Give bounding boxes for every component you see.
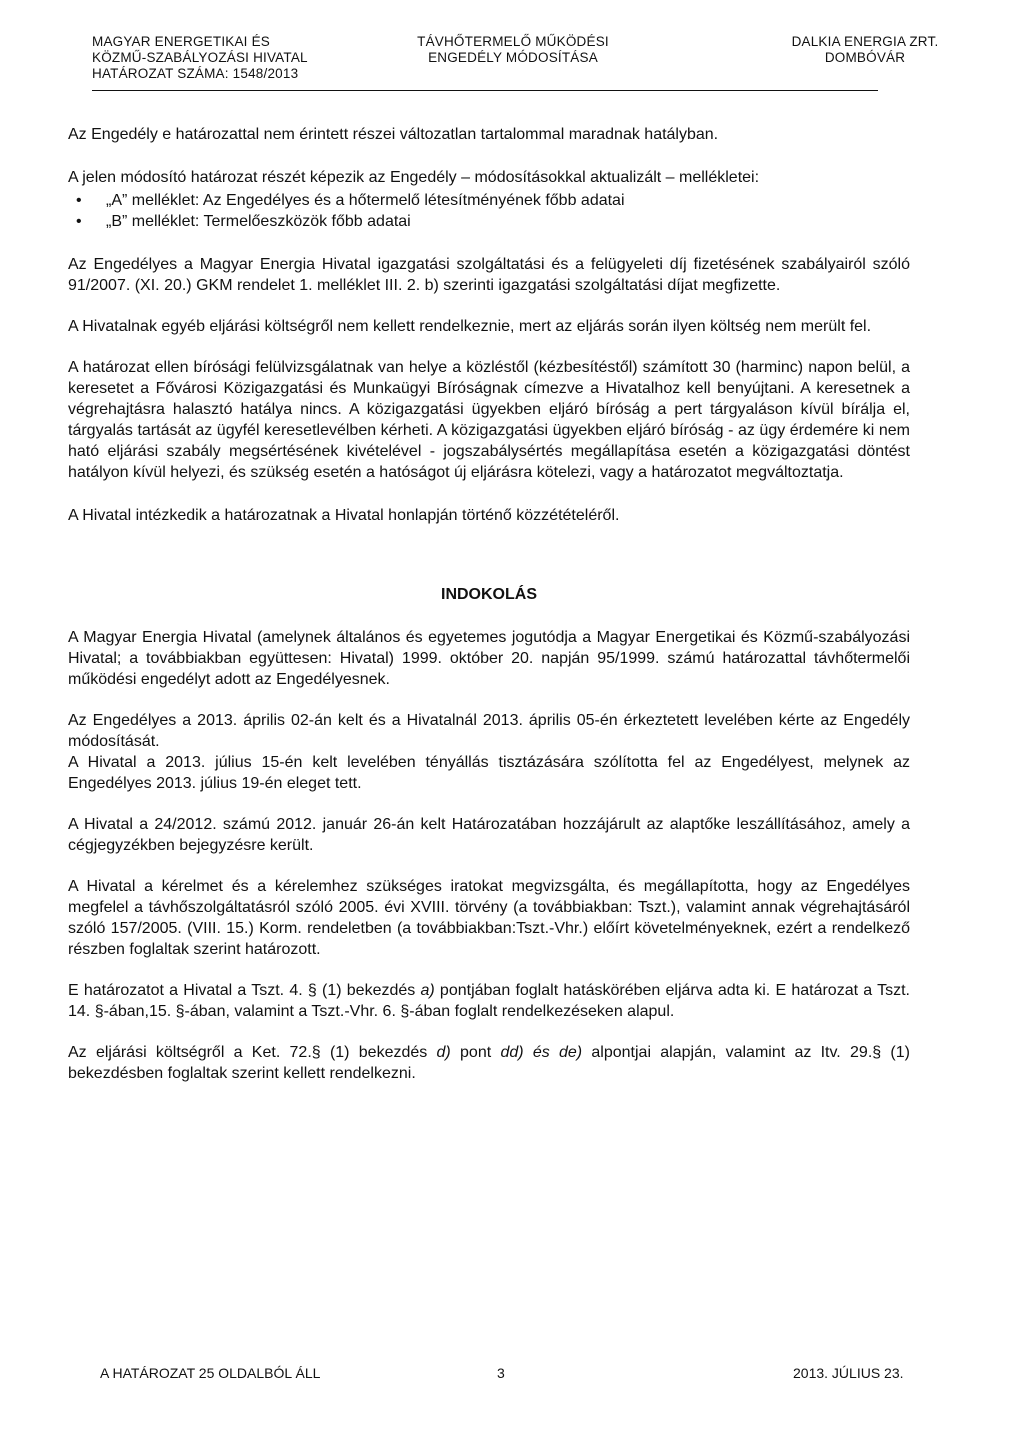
reasoning-7-subpoint-ref: dd) és de)	[500, 1044, 583, 1061]
header-licensee	[790, 34, 940, 66]
header-subject-line-2: ENGEDÉLY MÓDOSÍTÁSA	[428, 50, 598, 65]
paragraph-unaffected-parts: Az Engedély e határozattal nem érintett részei változatlan tartalommal maradnak hatályban.	[68, 126, 719, 143]
header-decision-number: HATÁROZAT SZÁMA: 1548/2013	[92, 66, 299, 81]
bullet-icon: •	[76, 213, 82, 230]
reasoning-paragraph-2: Az Engedélyes a 2013. április 02-án kelt és a Hivatalnál 2013. április 05-én érkeztetett levelében kérte az Engedély módosítását.	[68, 712, 910, 750]
list-item	[68, 211, 910, 232]
annex-list	[68, 190, 910, 232]
footer-date: 2013. JÚLIUS 23.	[793, 1365, 904, 1381]
header-licensee-line-1: DALKIA ENERGIA ZRT.	[791, 34, 939, 49]
list-item	[68, 190, 910, 211]
reasoning-7-part-1: Az eljárási költségről a Ket. 72.§ (1) bekezdés	[68, 1044, 437, 1061]
document-body	[68, 124, 910, 1084]
annex-b-label: „B” melléklet: Termelőeszközök főbb adatai	[106, 213, 411, 230]
paragraph-judicial-review: A határozat ellen bírósági felülvizsgálatnak van helye a közléstől (kézbesítéstől) számított 30 (harminc) napon belül, a keresetet a Fővárosi Közigazgatási és Munkaügyi Bíróságnak címezve a Hivatalhoz kell benyújtani. A keresetnek a végrehajtásra halasztó hatálya nincs. A közigazgatási ügyekben eljáró bíróság a pert tárgyaláson kívül bírálja el, tárgyalás tartását az ügyfél keresetlevélben kérheti. A közigazgatási ügyekben eljáró bíróság - az ügy érdemére ki nem ható eljárási szabály megsértésének kivételével - jogszabálysértés megállapítása esetén a közigazgatási döntést hatályon kívül helyezi, és szükség esetén a hatóságot új eljárásra kötelezi, vagy a határozatot megváltoztatja.	[68, 359, 910, 481]
reasoning-6-part-2: pontjában foglalt hatáskörében eljárva adta ki. E határozat a Tszt. 14. §-ában,15. §-ában, valamint a Tszt.-Vhr. 6. §-ában foglalt rendelkezéseken alapul.	[68, 982, 910, 1020]
paragraph-costs: A Hivatalnak egyéb eljárási költségről nem kellett rendelkeznie, mert az eljárás során ilyen költség nem merült fel.	[68, 318, 872, 335]
header-authority-line-2: KÖZMŰ-SZABÁLYOZÁSI HIVATAL	[92, 50, 308, 65]
paragraph-publication: A Hivatal intézkedik a határozatnak a Hivatal honlapján történő közzétételéről.	[68, 507, 620, 524]
reasoning-paragraph-7	[68, 1042, 910, 1084]
header-licensee-line-2: DOMBÓVÁR	[824, 50, 906, 65]
footer-page-number: 3	[497, 1365, 505, 1381]
annex-a-label: „A” melléklet: Az Engedélyes és a hőtermelő létesítményének főbb adatai	[106, 192, 625, 209]
header-subject-line-1: TÁVHŐTERMELŐ MŰKÖDÉSI	[417, 34, 609, 49]
reasoning-7-part-3: alpontjai alapján, valamint az Itv. 29.§ (1) bekezdésben foglaltak szerint kellett rendelkezni.	[68, 1044, 910, 1082]
reasoning-paragraph-6	[68, 980, 910, 1022]
bullet-icon: •	[76, 192, 82, 209]
footer-page-count: A HATÁROZAT 25 OLDALBÓL ÁLL	[100, 1365, 321, 1381]
header-divider	[92, 90, 878, 91]
paragraph-fee-paid: Az Engedélyes a Magyar Energia Hivatal igazgatási szolgáltatási és a felügyeleti díj fizetésének szabályairól szóló 91/2007. (XI. 20.) GKM rendelet 1. melléklet III. 2. b) szerinti igazgatási szolgáltatási díjat megfizette.	[68, 256, 910, 294]
header-subject	[386, 34, 640, 66]
reasoning-7-point-ref: d)	[436, 1044, 451, 1061]
reasoning-7-part-2: pont	[450, 1044, 501, 1061]
header-authority	[92, 34, 308, 82]
reasoning-paragraph-4: A Hivatal a 24/2012. számú 2012. január 26-án kelt Határozatában hozzájárult az alaptőke leszállításához, amely a cégjegyzékben bejegyzésre került.	[68, 816, 910, 854]
section-title-reasoning: INDOKOLÁS	[441, 586, 537, 603]
header-authority-line-1: MAGYAR ENERGETIKAI ÉS	[92, 34, 270, 49]
reasoning-6-part-1: E határozatot a Hivatal a Tszt. 4. § (1) bekezdés	[68, 982, 421, 999]
reasoning-paragraph-5: A Hivatal a kérelmet és a kérelemhez szükséges iratokat megvizsgálta, és megállapította, hogy az Engedélyes megfelel a távhőszolgáltatásról szóló 2005. évi XVIII. törvény (a továbbiakban: Tszt.), valamint annak végrehajtásáról szóló 157/2005. (VIII. 15.) Korm. rendeletben (a továbbiakban:Tszt.-Vhr.) előírt követelményeknek, ezért a rendelkező részben foglaltak szerint határozott.	[68, 878, 910, 958]
reasoning-paragraph-1: A Magyar Energia Hivatal (amelynek általános és egyetemes jogutódja a Magyar Energetikai és Közmű-szabályozási Hivatal; a továbbiakban együttesen: Hivatal) 1999. október 20. napján 95/1999. számú határozattal távhőtermelői működési engedélyt adott az Engedélyesnek.	[68, 629, 910, 688]
reasoning-6-point-ref: a)	[420, 982, 435, 999]
reasoning-paragraph-3: A Hivatal a 2013. július 15-én kelt levelében tényállás tisztázására szólította fel az Engedélyest, melynek az Engedélyes 2013. július 19-én eleget tett.	[68, 754, 910, 792]
paragraph-annexes-intro: A jelen módosító határozat részét képezik az Engedély – módosításokkal aktualizált – mellékletei:	[68, 169, 760, 186]
